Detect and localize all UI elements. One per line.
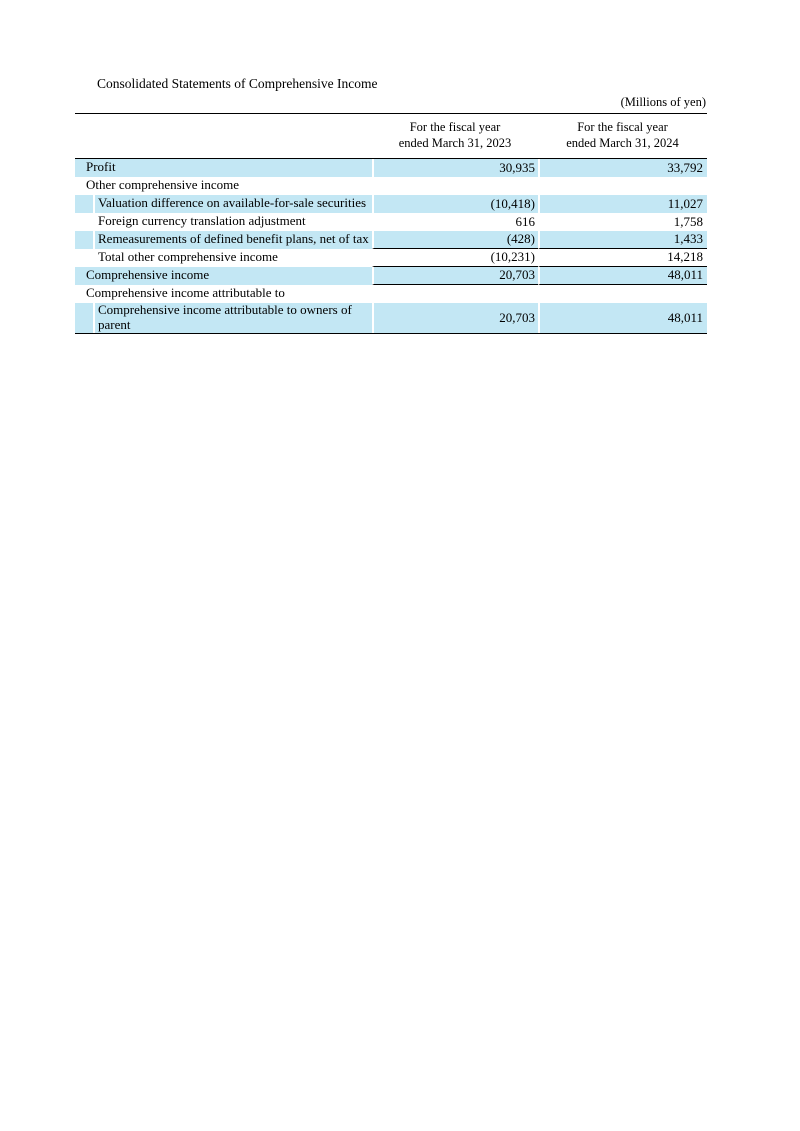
- column-header-line2: ended March 31, 2023: [398, 136, 512, 151]
- table-row: [75, 195, 707, 213]
- indent-spacer: [75, 195, 95, 213]
- table-row: [75, 303, 707, 334]
- row-label-cell: [75, 231, 372, 249]
- row-label-cell: [75, 177, 372, 195]
- value-2023: (10,231): [372, 249, 538, 267]
- row-label-cell: [75, 249, 372, 267]
- value-2024: 1,758: [673, 213, 703, 229]
- header-spacer: [75, 119, 372, 152]
- table-row: [75, 249, 707, 267]
- value-2023: [372, 177, 538, 195]
- comprehensive-income-table: [75, 95, 707, 334]
- value-2023: 616: [515, 213, 535, 229]
- row-label: Other comprehensive income: [86, 177, 240, 193]
- table-row: [75, 267, 707, 285]
- unit-note: (Millions of yen): [75, 95, 707, 114]
- row-label-cell: [75, 285, 372, 303]
- column-header-fy2023: [372, 119, 538, 152]
- row-label-cell: [75, 267, 372, 285]
- table-row: [75, 177, 707, 195]
- row-label-cell: [75, 303, 372, 333]
- value-2023: 20,703: [372, 267, 538, 285]
- value-2024: [538, 285, 707, 303]
- indent-spacer: [75, 213, 95, 231]
- indent-spacer: [75, 249, 95, 267]
- value-2023: 30,935: [372, 159, 538, 177]
- row-label-cell: [75, 213, 372, 231]
- page-title: Consolidated Statements of Comprehensive Income: [97, 76, 378, 91]
- row-label: Comprehensive income: [86, 267, 210, 283]
- row-label: Total other comprehensive income: [98, 249, 278, 265]
- value-2023: [372, 285, 538, 303]
- table-header-row: [75, 114, 707, 159]
- value-2024: [538, 177, 707, 195]
- row-label: Foreign currency translation adjustment: [98, 213, 306, 229]
- row-label-cell: [75, 159, 372, 177]
- value-2024: 48,011: [538, 267, 707, 285]
- value-2024: 14,218: [538, 249, 707, 267]
- row-label: Valuation difference on available-for-sale securities: [98, 195, 367, 211]
- column-header-line1: For the fiscal year: [577, 120, 668, 134]
- value-2024: 33,792: [538, 159, 707, 177]
- indent-spacer: [75, 303, 95, 333]
- table-row: [75, 213, 707, 231]
- value-2024: 1,433: [538, 231, 707, 249]
- column-header-fy2024: [538, 119, 707, 152]
- row-label: Comprehensive income attributable to owners of parent: [98, 302, 352, 332]
- indent-spacer: [75, 231, 95, 249]
- table-row: [75, 285, 707, 303]
- table-row: [75, 231, 707, 249]
- table-row: [75, 159, 707, 177]
- value-2023: (10,418): [372, 195, 538, 213]
- value-2024: 11,027: [538, 195, 707, 213]
- value-2023: 20,703: [372, 303, 538, 333]
- column-header-line1: For the fiscal year: [409, 120, 501, 134]
- value-2023: (428): [372, 231, 538, 249]
- row-label: Comprehensive income attributable to: [86, 285, 285, 301]
- row-label-cell: [75, 195, 372, 213]
- row-label: Remeasurements of defined benefit plans, net of tax: [98, 231, 369, 247]
- column-header-line2: ended March 31, 2024: [566, 136, 679, 151]
- value-2024: 48,011: [538, 303, 707, 333]
- row-label: Profit: [86, 159, 116, 175]
